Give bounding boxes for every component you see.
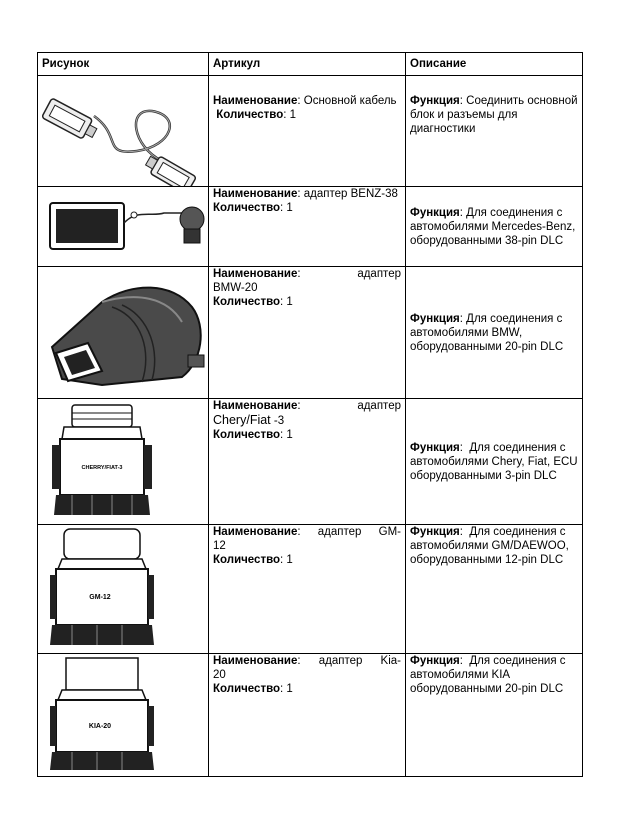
article-cell: Наименование: адаптер BMW-20 Количество: 1 — [209, 267, 406, 399]
picture-cell — [38, 267, 209, 399]
header-picture: Рисунок — [38, 53, 209, 76]
main-cable-image — [42, 76, 212, 186]
description-cell: Функция: Для соединения с автомобилями BMW, оборудованными 20-pin DLC — [406, 267, 583, 399]
article-cell: Наименование: адаптер Kia- 20 Количество: 1 — [209, 654, 406, 777]
description-cell: Функция: Для соединения с автомобилями Chery, Fiat, ECU оборудованными 3-pin DLC — [406, 399, 583, 525]
gm-adapter-image — [42, 525, 212, 653]
kia-adapter-image — [42, 654, 212, 776]
description-cell: Функция: Для соединения с автомобилями KIA оборудованными 20-pin DLC — [406, 654, 583, 777]
table-row — [38, 654, 583, 777]
picture-cell — [38, 654, 209, 777]
table-row — [38, 187, 583, 267]
parts-table — [37, 52, 583, 777]
header-description: Описание — [406, 53, 583, 76]
table-row — [38, 76, 583, 187]
description-cell: Функция: Для соединения с автомобилями Mercedes-Benz, оборудованными 38-pin DLC — [406, 187, 583, 267]
chery-fiat-label: CHERRY/FIAT-3 — [81, 465, 123, 471]
article-cell: Наименование: адаптер GM- 12 Количество: 1 — [209, 525, 406, 654]
description-cell: Функция: Для соединения с автомобилями GM/DAEWOO, оборудованными 12-pin DLC — [406, 525, 583, 654]
picture-cell — [38, 399, 209, 525]
table-row — [38, 399, 583, 525]
picture-cell — [38, 187, 209, 267]
header-row — [38, 53, 583, 76]
table-row — [38, 267, 583, 399]
kia-label: KIA-20 — [88, 723, 112, 730]
table-row — [38, 525, 583, 654]
article-cell: Наименование: адаптер BENZ-38 Количество: 1 — [209, 187, 406, 267]
bmw-adapter-image — [42, 267, 212, 398]
gm-label: GM-12 — [89, 594, 111, 601]
article-cell: Наименование: Основной кабель Количество: 1 — [209, 76, 406, 187]
header-article: Артикул — [209, 53, 406, 76]
description-cell: Функция: Соединить основной блок и разъемы для диагностики — [406, 76, 583, 187]
chery-fiat-adapter-image — [42, 399, 212, 524]
benz-adapter-image — [42, 187, 212, 266]
article-cell: Наименование: адаптер Chery/Fiat -3 Количество: 1 — [209, 399, 406, 525]
picture-cell — [38, 525, 209, 654]
picture-cell — [38, 76, 209, 187]
